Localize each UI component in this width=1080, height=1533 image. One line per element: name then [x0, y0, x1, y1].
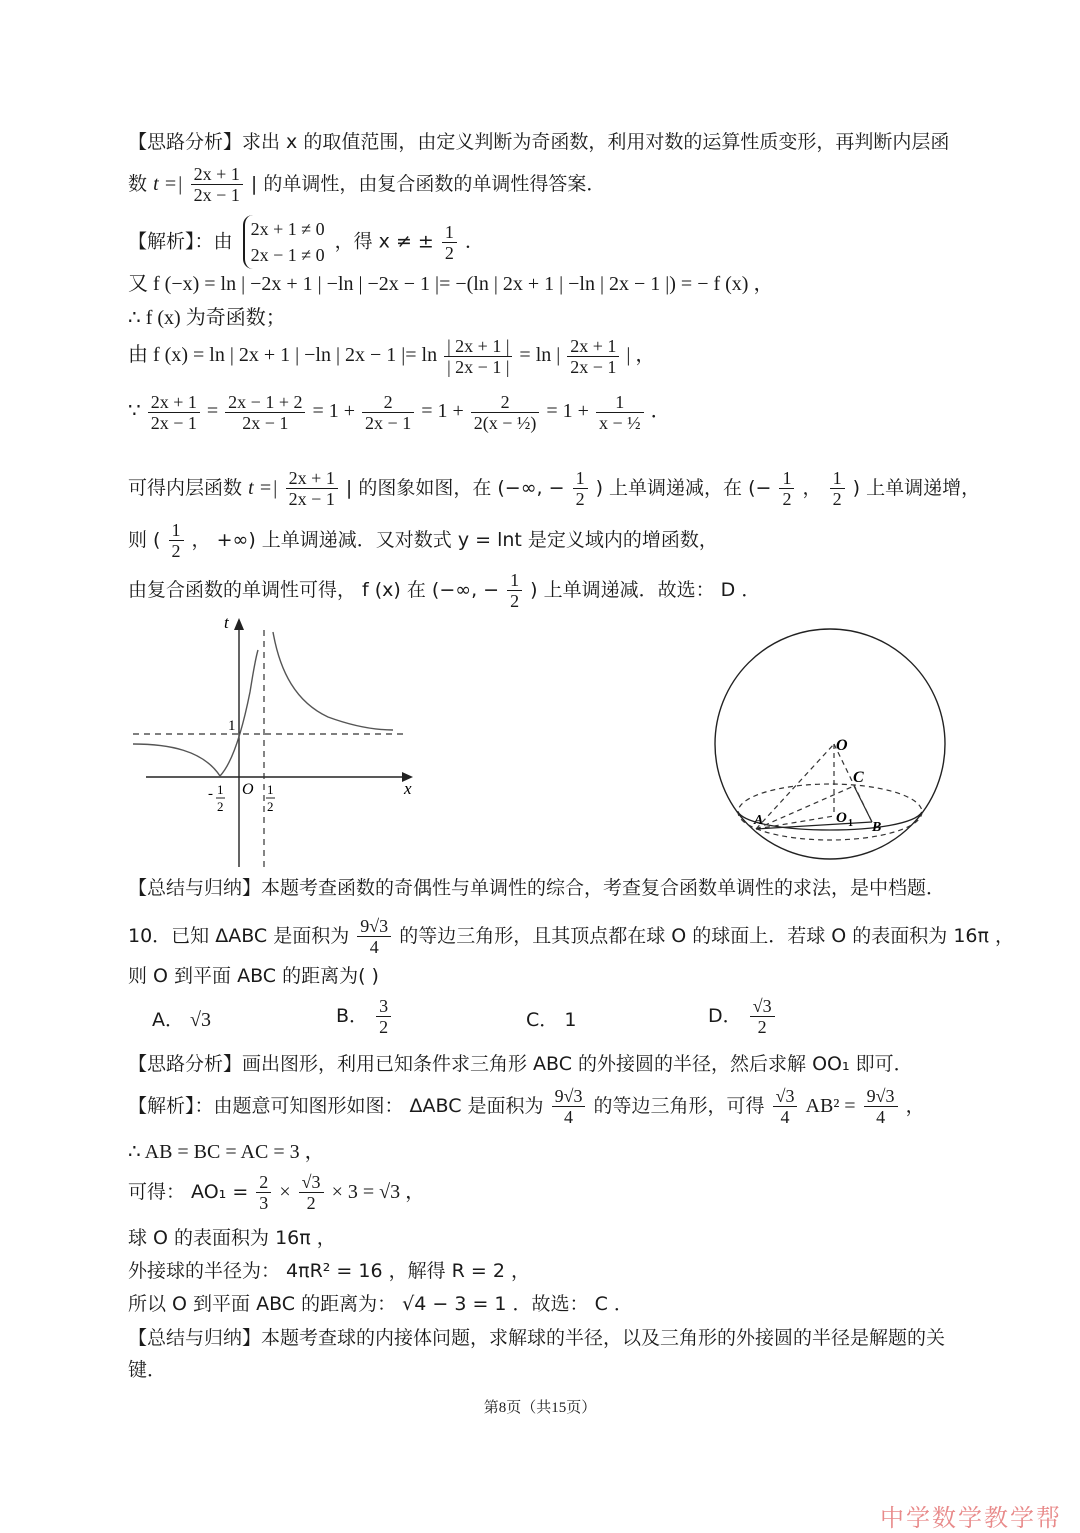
solution-2-line-4: 球 O 的表面积为 16π ，: [128, 1227, 336, 1249]
svg-text:2: 2: [217, 799, 224, 814]
summary-1: 【总结与归纳】本题考查函数的奇偶性与单调性的综合，考查复合函数单调性的求法，是中档题．: [128, 877, 946, 899]
odd-function-conclusion: ∴ f (x) 为奇函数；: [128, 307, 286, 329]
analysis-1-line-2: 数 t =| $\frac{2x + 1}{2x - 1}$ | 的单调性，由复合函数的单调性得答案．: [128, 164, 606, 205]
option-d[interactable]: D． $\frac{√3}{2}$: [708, 996, 777, 1037]
then-line: 则 ( $\frac{1}{2}$ ， +∞) 上单调递减．又对数式 y = lnt 是定义域内的增函数，: [128, 520, 718, 561]
question-10-line-1: 10．已知 ΔABC 是面积为 $\frac{9√3}{4}$ 的等边三角形，且其顶点都在球 O 的球面上．若球 O 的表面积为 16π ，: [128, 916, 1014, 957]
x-axis-label: x: [404, 779, 412, 798]
summary-2-line-2: 键．: [128, 1359, 167, 1381]
because-line: ∵ $\frac{2x + 1}{2x - 1}$ = $\frac{2x - 1 + 2}{2x - 1}$ = 1 + $\frac{2}{2x - 1}$ = 1 + $\frac{2}{\text{2(x − ½)}}$ = 1 + $\frac{1}{\text{x − ½}}$ ．: [128, 392, 671, 433]
svg-text:1: 1: [848, 818, 853, 829]
solution-2-line-1: 【解析】：由题意可知图形如图： ΔABC 是面积为 $\frac{9√3}{4}$ 的等边三角形，可得 $\frac{√3}{4}$ AB² = $\frac{9√3}{4}$ ，: [128, 1086, 925, 1127]
sphere-figure: [712, 626, 952, 862]
function-graph: [128, 612, 428, 870]
analysis-tag: 【思路分析】: [128, 131, 243, 153]
point-c-label: C: [853, 769, 864, 786]
option-c[interactable]: C． 1: [526, 1009, 577, 1031]
svg-text:1: 1: [267, 782, 274, 797]
watermark: 中学数学教学帮: [880, 1504, 1062, 1532]
t-axis-label: t: [224, 613, 229, 632]
point-o-label: O: [836, 737, 848, 754]
fraction: $\frac{2x + 1}{2x - 1}$: [191, 164, 243, 205]
solution-2-line-6: 所以 O 到平面 ABC 的距离为： √4 − 3 = 1 ．故选： C ．: [128, 1293, 633, 1315]
analysis-1-line-1: [128, 130, 949, 154]
svg-text:2: 2: [267, 799, 274, 814]
solution-1-line-1: 【解析】：由 2x + 1 ≠ 0 2x − 1 ≠ 0 ，得 x ≠ ± $\frac{1}{2}$ ．: [128, 215, 484, 269]
summary-2-line-1: 【总结与归纳】本题考查球的内接体问题，求解球的半径，以及三角形的外接圆的半径是解题的关: [128, 1327, 946, 1349]
point-o1-label: O: [836, 810, 847, 826]
solution-2-line-3: 可得： AO₁ = $\frac{2}{3}$ × $\frac{√3}{2}$ × 3 = √3 ，: [128, 1172, 426, 1213]
svg-text:-: -: [208, 786, 213, 802]
point-b-label: B: [872, 820, 882, 835]
analysis-text: 求出 x 的取值范围，由定义判断为奇函数，利用对数的运算性质变形，再判断内层函: [242, 131, 950, 153]
option-b[interactable]: B． $\frac{3}{2}$: [336, 996, 393, 1037]
odd-function-line: 又 f (−x) = ln | −2x + 1 | −ln | −2x − 1 |= −(ln | 2x + 1 | −ln | 2x − 1 |) = − f (x) ，: [128, 273, 774, 295]
origin-label: O: [242, 781, 254, 798]
equation-system: 2x + 1 ≠ 0 2x − 1 ≠ 0: [243, 215, 325, 269]
solution-2-line-5: 外接球的半径为： 4πR² = 16 ，解得 R = 2 ，: [128, 1260, 530, 1282]
inner-function-line: 可得内层函数 t =| $\frac{2x + 1}{2x - 1}$ | 的图象如图，在 (−∞, − $\frac{1}{2}$ ) 上单调递减，在 (− $\frac{1}{2}$ ， $\frac{1}{2}$ ) 上单调递增，: [128, 468, 981, 509]
page-number: 第8页（共15页）: [483, 1400, 597, 1416]
question-10-line-2: 则 O 到平面 ABC 的距离为( ): [128, 965, 379, 987]
log-transform-line: 由 f (x) = ln | 2x + 1 | −ln | 2x − 1 |= ln $\frac{| 2x + 1 |}{| 2x - 1 |}$ = ln | $\frac{2x + 1}{2x - 1}$ | ，: [128, 336, 656, 377]
point-a-label: A: [754, 813, 764, 828]
one-label: 1: [228, 718, 236, 734]
final-conclusion-line: 由复合函数的单调性可得， f (x) 在 (−∞, − $\frac{1}{2}$ ) 上单调递减．故选： D ．: [128, 570, 761, 611]
svg-text:1: 1: [217, 782, 224, 797]
solution-2-line-2: ∴ AB = BC = AC = 3 ，: [128, 1141, 325, 1163]
option-a[interactable]: A． √3: [152, 1009, 212, 1031]
analysis-2: 【思路分析】画出图形，利用已知条件求三角形 ABC 的外接圆的半径，然后求解 OO₁ 即可．: [128, 1053, 913, 1075]
